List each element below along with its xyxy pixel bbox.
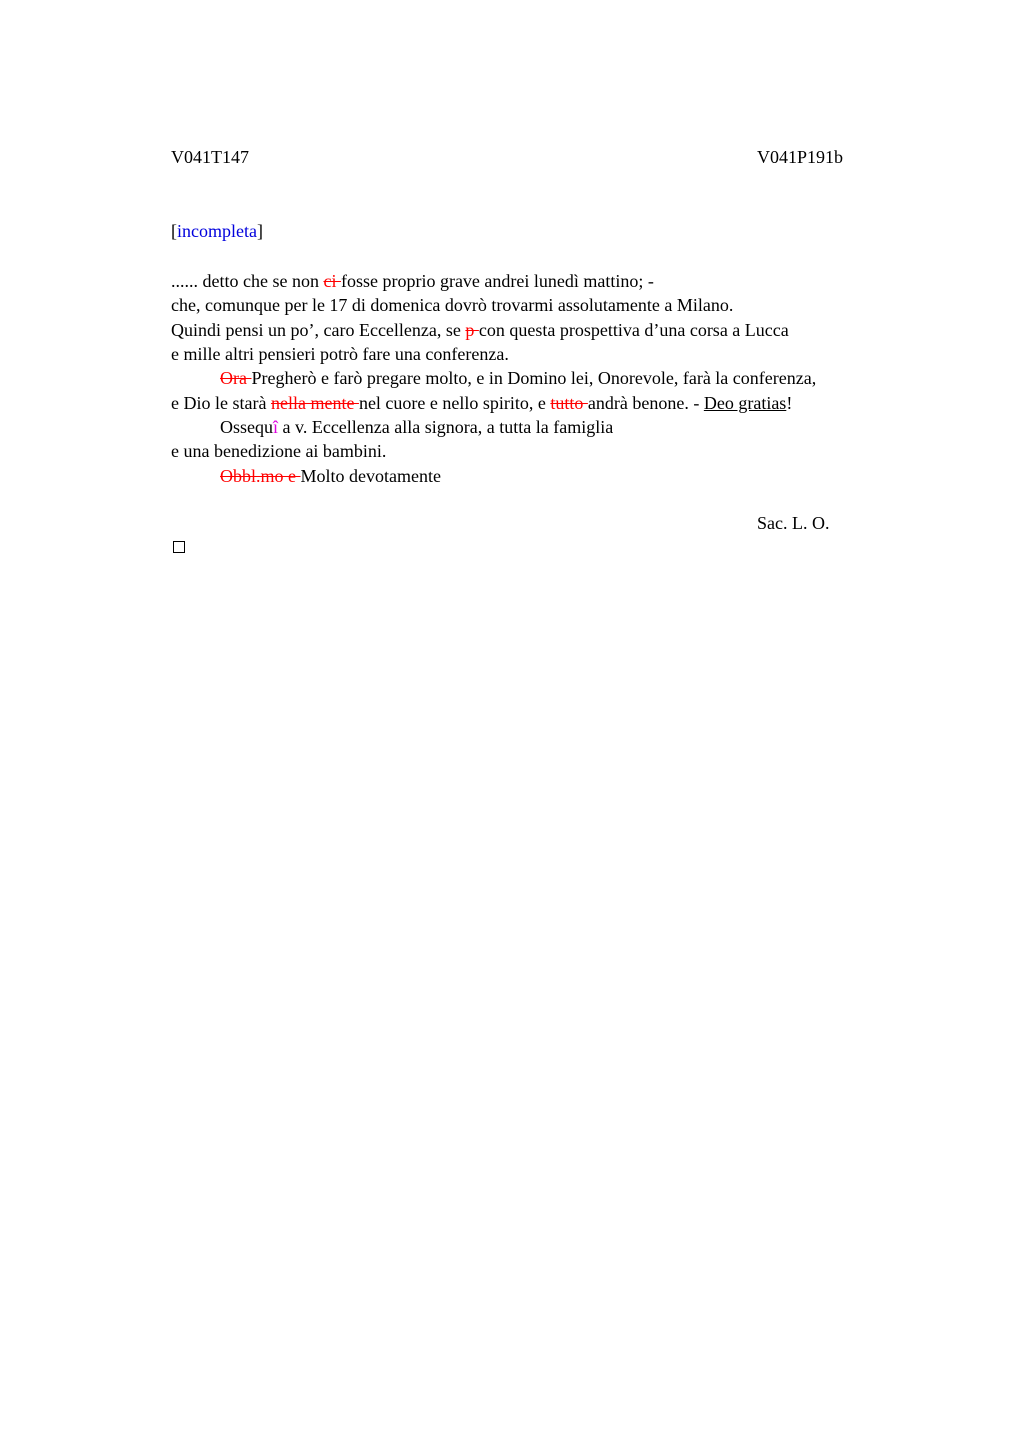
body-line: Ossequî a v. Eccellenza alla signora, a tutta la famiglia <box>220 417 614 437</box>
deletion: Ora <box>220 368 252 388</box>
deletion: p <box>465 320 479 340</box>
incomplete-label: incompleta <box>177 221 257 241</box>
deletion: Obbl.mo e <box>220 466 301 486</box>
body-line: Quindi pensi un po’, caro Eccellenza, se p con questa prospettiva d’una corsa a Lucca <box>171 320 789 340</box>
body-line: ...... detto che se non ci fosse proprio grave andrei lunedì mattino; - <box>171 271 654 291</box>
body-line: Obbl.mo e Molto devotamente <box>220 466 441 486</box>
document-code-left: V041T147 <box>171 147 249 167</box>
body-line: che, comunque per le 17 di domenica dovrò trovarmi assolutamente a Milano. <box>171 295 734 315</box>
body-line: e una benedizione ai bambini. <box>171 441 387 461</box>
underlined-phrase: Deo gratias <box>703 393 787 413</box>
deletion: ci <box>323 271 341 291</box>
body-line: Ora Pregherò e farò pregare molto, e in Domino lei, Onorevole, farà la conferenza, <box>220 368 817 388</box>
end-marker-square-icon <box>173 541 185 553</box>
document-code-right: V041P191b <box>757 147 844 167</box>
incomplete-note: [incompleta] <box>171 221 263 241</box>
deletion: tutto <box>550 393 588 413</box>
signature: Sac. L. O. <box>757 513 830 533</box>
body-line: e mille altri pensieri potrò fare una conferenza. <box>171 344 509 364</box>
body-line: e Dio le starà nella mente nel cuore e nello spirito, e tutto andrà benone. - Deo gratias! <box>171 393 793 413</box>
deletion: nella mente <box>270 393 359 413</box>
editorial-mark: î <box>273 417 279 437</box>
